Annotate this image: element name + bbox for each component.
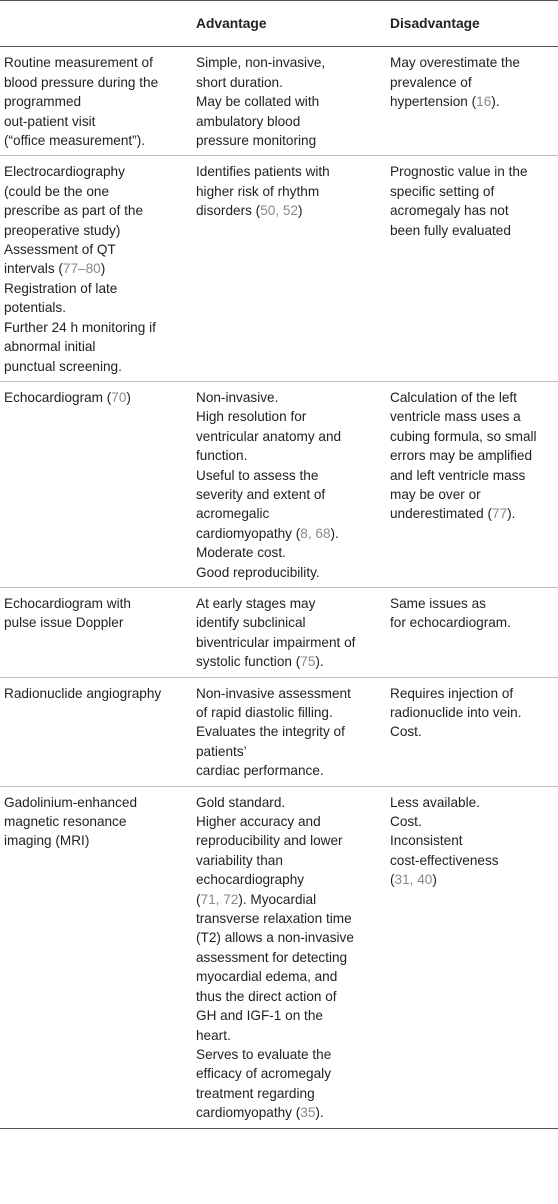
cell-line: (T2) allows a non-invasive [196,930,354,946]
citation-ref[interactable]: 77 [492,506,508,522]
cell-line: short duration. [196,74,283,90]
cell-line: potentials. [4,300,66,316]
cell-line: cardiomyopathy (8, 68). [196,525,339,541]
cell-line: Gold standard. [196,794,286,810]
cell-line: Good reproducibility. [196,564,320,580]
cell-line: myocardial edema, and [196,969,338,985]
advantage-cell [192,587,386,677]
cell-line: Prognostic value in the [390,164,528,180]
table-row [0,381,558,587]
cell-line: abnormal initial [4,339,96,355]
table-row [0,587,558,677]
cell-line: patients’ [196,743,247,759]
citation-ref[interactable]: 50, 52 [260,203,299,219]
cell-line: preoperative study) [4,222,121,238]
cell-line: Moderate cost. [196,545,286,561]
cell-line: treatment regarding [196,1085,315,1101]
cell-line: thus the direct action of [196,988,337,1004]
cell-line: Registration of late [4,280,118,296]
table-row [0,677,558,786]
advantage-cell [192,381,386,587]
cell-line: (“office measurement”). [4,133,146,149]
disadvantage-cell [386,381,558,587]
advantage-cell [192,156,386,381]
cell-line: Cost. [390,724,422,740]
header-disadvantage: Disadvantage [386,1,558,47]
cell-line: programmed [4,94,82,110]
header-advantage: Advantage [192,1,386,47]
cell-line: magnetic resonance [4,814,127,830]
table-row [0,47,558,156]
cell-line: (71, 72). Myocardial [196,891,317,907]
cell-line: cost-effectiveness [390,852,499,868]
cell-line: May be collated with [196,94,320,110]
cell-line: acromegaly has not [390,203,509,219]
cell-line: High resolution for [196,409,307,425]
citation-ref[interactable]: 31, 40 [394,872,433,888]
cell-line: Non-invasive assessment [196,685,351,701]
method-cell [0,381,192,587]
cell-line: May overestimate the [390,55,520,71]
citation-ref[interactable]: 8, 68 [300,525,331,541]
header-row [0,1,558,47]
cell-line: Useful to assess the [196,467,319,483]
cell-line: Serves to evaluate the [196,1046,332,1062]
cell-line: transverse relaxation time [196,911,352,927]
cell-line: (could be the one [4,183,110,199]
method-cell [0,47,192,156]
cell-line: Non-invasive. [196,389,279,405]
cell-line: cardiomyopathy (35). [196,1105,324,1121]
citation-ref[interactable]: 35 [300,1105,316,1121]
advantage-cell [192,47,386,156]
cell-line: Calculation of the left [390,389,517,405]
cell-line: out-patient visit [4,113,96,129]
citation-ref[interactable]: 75 [300,654,316,670]
cell-line: of rapid diastolic filling. [196,705,333,720]
advantage-cell [192,677,386,786]
cell-line: GH and IGF-1 on the [196,1008,323,1024]
cell-line: cubing formula, so small [390,428,537,444]
cell-line: Simple, non-invasive, [196,55,326,71]
method-cell [0,587,192,677]
cell-line: and left ventricle mass [390,467,526,483]
cell-line: acromegalic [196,506,270,522]
cell-line: Routine measurement of [4,55,153,71]
cell-line: systolic function (75). [196,654,324,670]
cell-line: errors may be amplified [390,448,533,464]
cell-line: radionuclide into vein. [390,705,522,720]
cell-line: Further 24 h monitoring if [4,319,156,335]
table-row [0,156,558,381]
cell-line: ventricle mass uses a [390,409,521,425]
cell-line: prevalence of [390,74,472,90]
cell-line: At early stages may [196,595,316,611]
disadvantage-cell [386,47,558,156]
cell-line: Inconsistent [390,833,463,849]
cell-line: Cost. [390,814,422,830]
advantage-cell [192,786,386,1128]
citation-ref[interactable]: 71, 72 [200,891,239,907]
disadvantage-cell [386,587,558,677]
cell-line: Assessment of QT [4,242,116,258]
cell-line: for echocardiogram. [390,615,511,631]
cell-line: Echocardiogram (70) [4,389,131,405]
citation-ref[interactable]: 70 [111,389,127,405]
cell-line: higher risk of rhythm [196,183,320,199]
cell-line: efficacy of acromegaly [196,1066,331,1082]
cell-line: variability than [196,852,283,868]
cell-line: severity and extent of [196,486,326,502]
cell-line: cardiac performance. [196,763,324,779]
cell-line: specific setting of [390,183,495,199]
cell-line: imaging (MRI) [4,833,90,849]
disadvantage-cell [386,786,558,1128]
cell-line: Requires injection of [390,685,514,701]
cell-line: pulse issue Doppler [4,615,124,631]
cell-line: Less available. [390,794,480,810]
cell-line: Radionuclide angiography [4,685,162,701]
cell-line: intervals (77–80) [4,261,106,277]
cell-line: been fully evaluated [390,222,511,238]
header-method [0,1,192,47]
cell-line: ambulatory blood [196,113,301,129]
cell-line: Evaluates the integrity of [196,724,345,740]
cell-line: prescribe as part of the [4,203,144,219]
cell-line: identify subclinical [196,615,306,631]
disadvantage-cell [386,677,558,786]
method-cell [0,786,192,1128]
cell-line: Gadolinium-enhanced [4,794,138,810]
cell-line: hypertension (16). [390,94,500,110]
table-row [0,786,558,1128]
cell-line: Identifies patients with [196,164,330,180]
cell-line: Same issues as [390,595,486,611]
disadvantage-cell [386,156,558,381]
cell-line: disorders (50, 52) [196,203,303,219]
cell-line: function. [196,448,248,464]
cell-line: Electrocardiography [4,164,125,180]
cell-line: assessment for detecting [196,949,348,965]
cell-line: reproducibility and lower [196,833,343,849]
cell-line: Echocardiogram with [4,595,131,611]
cell-line: biventricular impairment of [196,634,356,650]
table-body [0,47,558,1128]
cell-line: blood pressure during the [4,74,159,90]
cell-line: Higher accuracy and [196,814,321,830]
cell-line: ventricular anatomy and [196,428,342,444]
cell-line: echocardiography [196,872,305,888]
method-cell [0,677,192,786]
method-cell [0,156,192,381]
cell-line: heart. [196,1027,231,1043]
cell-line: may be over or [390,486,481,502]
cell-line: punctual screening. [4,358,122,374]
citation-ref[interactable]: 77–80 [62,261,101,277]
cell-line: underestimated (77). [390,506,516,522]
cell-line: pressure monitoring [196,133,317,149]
citation-ref[interactable]: 16 [476,94,492,110]
cell-line: (31, 40) [390,872,437,888]
